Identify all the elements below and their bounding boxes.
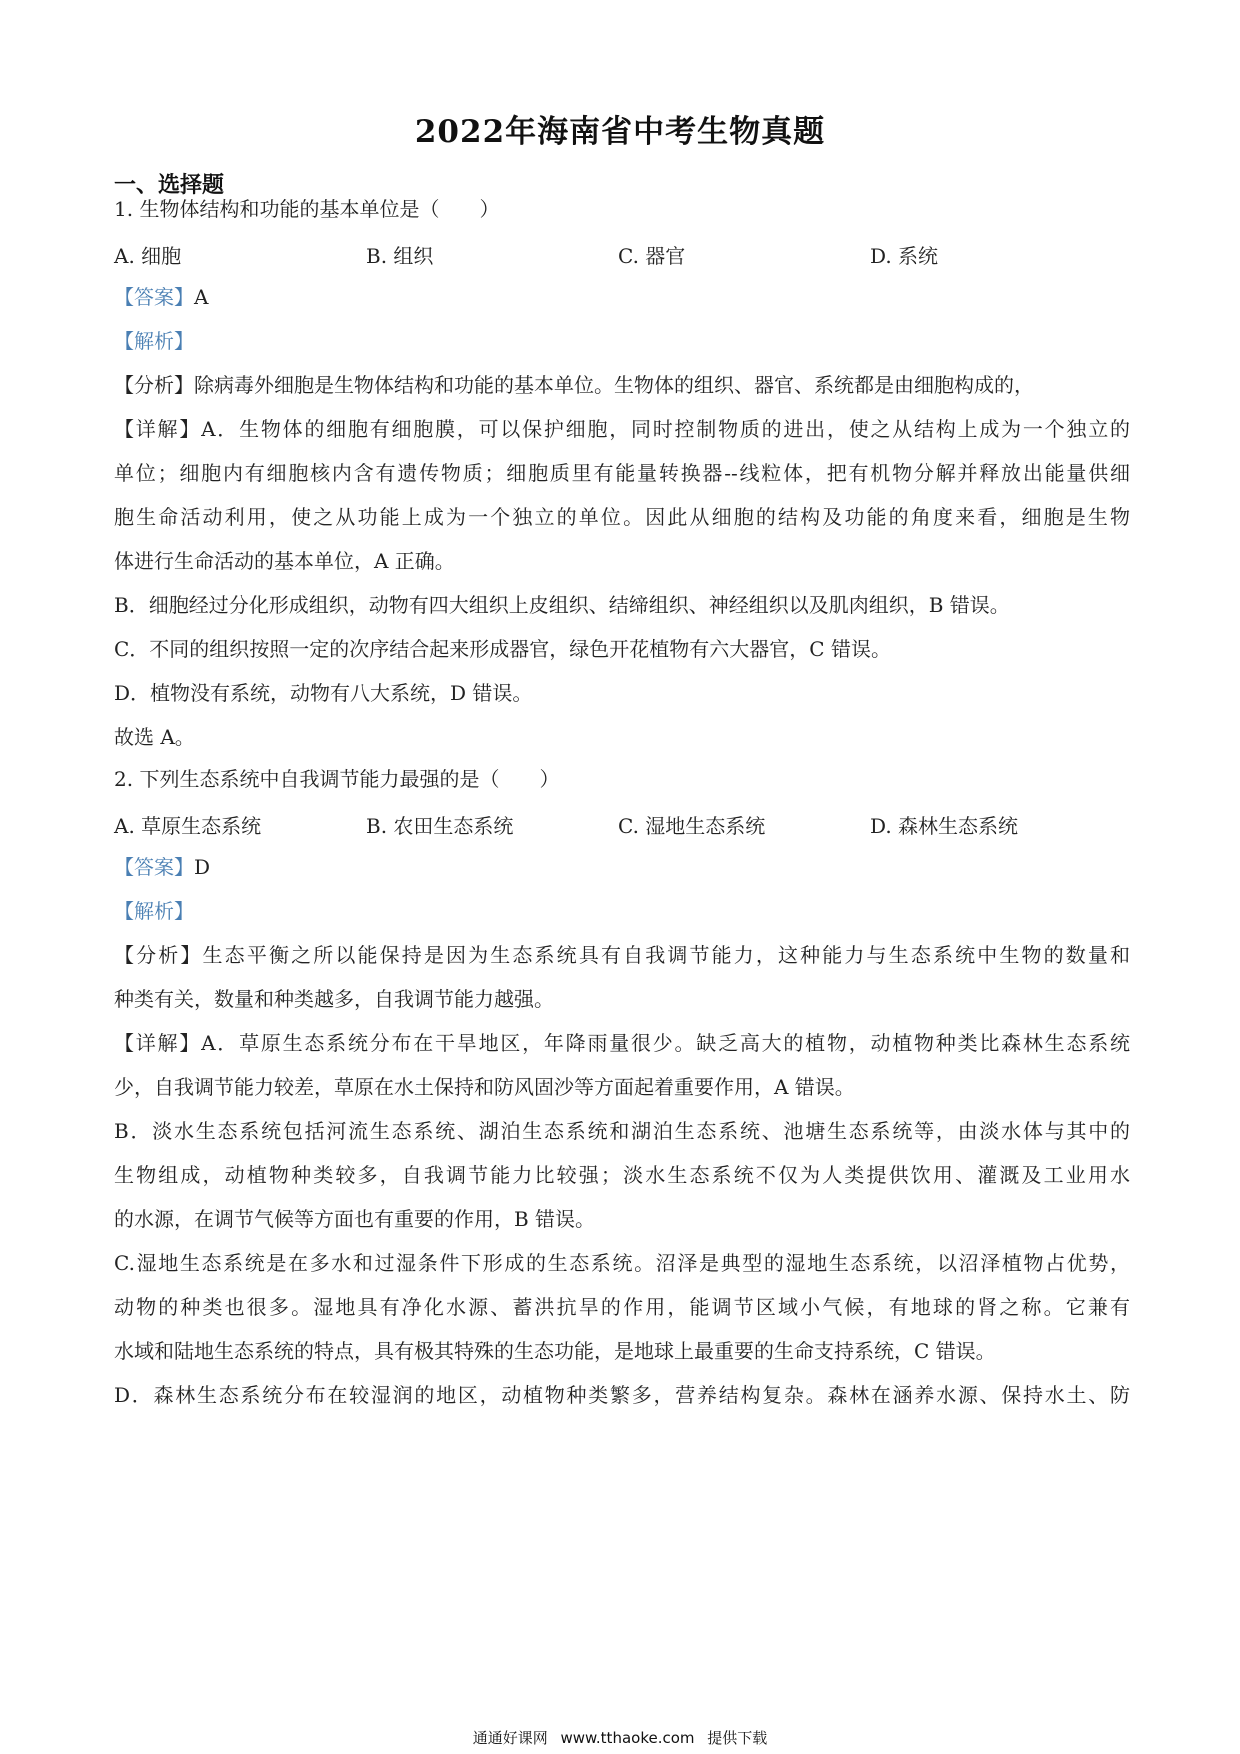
q2-analysis-tag: 【解析】 (114, 899, 194, 923)
footer-suffix: 提供下载 (707, 1729, 768, 1747)
detail-text: A．生物体的细胞有细胞膜，可以保护细胞，同时控制物质的进出，使之从结构上成为一个独立的 (201, 417, 1130, 441)
q1-detail-line: D．植物没有系统，动物有八大系统，D 错误。 (114, 681, 533, 705)
answer-tag: 【答案】 (114, 285, 194, 309)
q1-fenxi (114, 372, 1130, 398)
q1-detail-line: 单位；细胞内有细胞核内含有遗传物质；细胞质里有能量转换器--线粒体，把有机物分解并释放出能量供细 (114, 461, 1130, 485)
q2-option-d: D. 森林生态系统 (870, 814, 1019, 838)
fenxi-text: 除病毒外细胞是生物体结构和功能的基本单位。生物体的组织、器官、系统都是由细胞构成的， (194, 373, 1034, 397)
q1-detail-line: C．不同的组织按照一定的次序结合起来形成器官，绿色开花植物有六大器官，C 错误。 (114, 637, 891, 661)
footer-site-name: 通通好课网 (472, 1729, 548, 1747)
q2-option-c: C. 湿地生态系统 (618, 814, 766, 838)
q2-detail-line: D．森林生态系统分布在较湿润的地区，动植物种类繁多，营养结构复杂。森林在涵养水源、保持水土、防 (114, 1383, 1130, 1407)
section-heading: 一、选择题 (114, 173, 225, 198)
q2-detail-line: 水域和陆地生态系统的特点，具有极其特殊的生态功能，是地球上最重要的生命支持系统，C 错误。 (114, 1339, 996, 1363)
q2-detail-line: 动物的种类也很多。湿地具有净化水源、蓄洪抗旱的作用，能调节区域小气候，有地球的肾之称。它兼有 (114, 1295, 1130, 1319)
q2-detail-line: 的水源，在调节气候等方面也有重要的作用，B 错误。 (114, 1207, 596, 1231)
q2-question: 2. 下列生态系统中自我调节能力最强的是（ ） (114, 767, 560, 791)
q1-option-c: C. 器官 (618, 244, 686, 268)
q2-detail-line: 生物组成，动植物种类较多，自我调节能力比较强；淡水生态系统不仅为人类提供饮用、灌溉及工业用水 (114, 1163, 1130, 1187)
q1-analysis-tag: 【解析】 (114, 329, 194, 353)
q1-option-d: D. 系统 (870, 244, 939, 268)
detail-text: A．草原生态系统分布在干旱地区，年降雨量很少。缺乏高大的植物，动植物种类比森林生态系统 (201, 1031, 1130, 1055)
q1-conclusion: 故选 A。 (114, 725, 195, 749)
q1-question: 1. 生物体结构和功能的基本单位是（ ） (114, 197, 500, 221)
xiangjie-tag: 【详解】 (114, 1031, 202, 1055)
q2-detail-line: 少，自我调节能力较差，草原在水土保持和防风固沙等方面起着重要作用，A 错误。 (114, 1075, 855, 1099)
q1-option-b: B. 组织 (366, 244, 434, 268)
page-footer (0, 1727, 1240, 1748)
footer-url[interactable]: www.tthaoke.com (560, 1729, 695, 1747)
answer-tag: 【答案】 (114, 855, 194, 879)
fenxi-tag: 【分析】 (114, 943, 203, 967)
answer-value: D (194, 855, 211, 879)
fenxi-text: 生态平衡之所以能保持是因为生态系统具有自我调节能力，这种能力与生态系统中生物的数量和 (202, 943, 1131, 967)
answer-value: A (194, 285, 209, 309)
q2-option-a: A. 草原生态系统 (114, 814, 262, 838)
xiangjie-tag: 【详解】 (114, 417, 202, 441)
q1-detail-line (114, 416, 1130, 442)
q2-detail-line (114, 1030, 1130, 1056)
q2-detail-line: C.湿地生态系统是在多水和过湿条件下形成的生态系统。沼泽是典型的湿地生态系统，以沼泽植物占优势， (114, 1251, 1130, 1275)
q2-fenxi-line: 种类有关，数量和种类越多，自我调节能力越强。 (114, 987, 554, 1011)
q2-answer (114, 854, 1130, 880)
q1-detail-line: 胞生命活动利用，使之从功能上成为一个独立的单位。因此从细胞的结构及功能的角度来看，细胞是生物 (114, 505, 1130, 529)
q1-option-a: A. 细胞 (114, 244, 182, 268)
q2-fenxi (114, 942, 1130, 968)
q1-detail-line: 体进行生命活动的基本单位，A 正确。 (114, 549, 455, 573)
q2-detail-line: B．淡水生态系统包括河流生态系统、湖泊生态系统和湖泊生态系统、池塘生态系统等，由淡水体与其中的 (114, 1119, 1130, 1143)
fenxi-tag: 【分析】 (114, 373, 194, 397)
q2-option-b: B. 农田生态系统 (366, 814, 514, 838)
page-title: 2022年海南省中考生物真题 (414, 114, 826, 150)
q1-answer (114, 284, 1130, 310)
q1-detail-line: B．细胞经过分化形成组织，动物有四大组织上皮组织、结缔组织、神经组织以及肌肉组织，B 错误。 (114, 593, 1010, 617)
